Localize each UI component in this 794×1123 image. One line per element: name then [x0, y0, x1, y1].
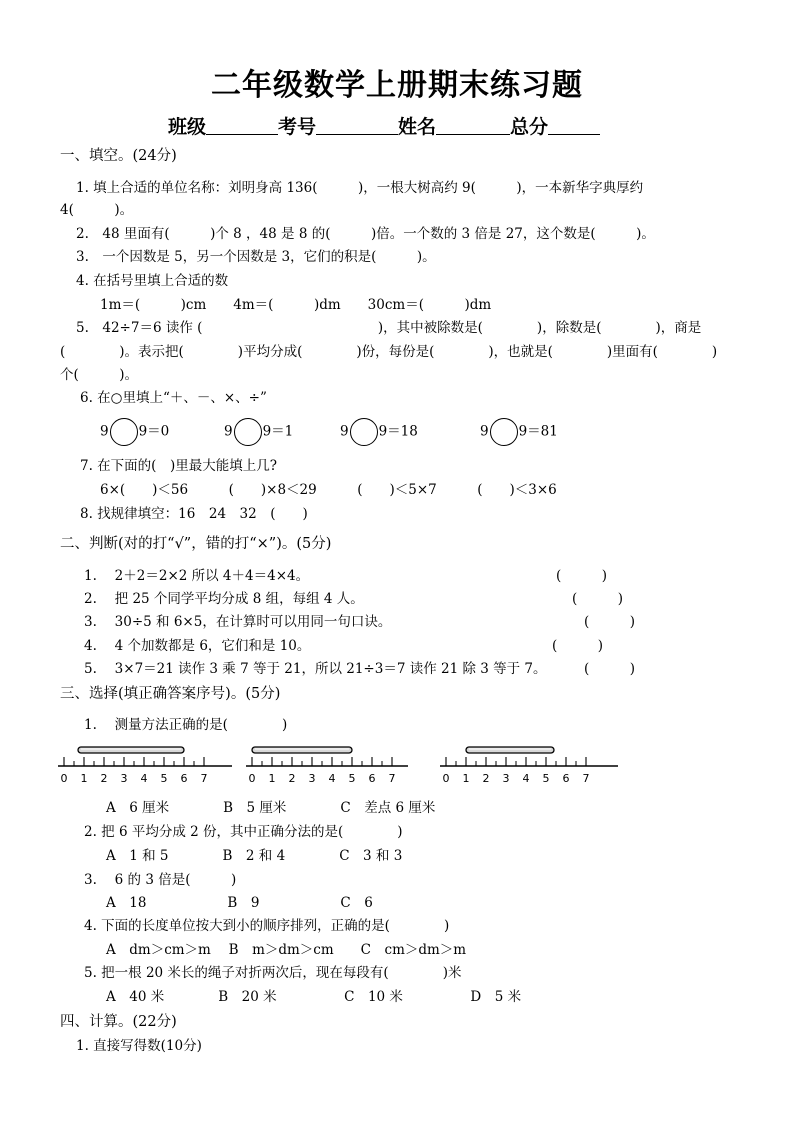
score-field[interactable] [548, 116, 600, 135]
s3-q1: 1. 测量方法正确的是( ) [84, 717, 288, 733]
s1-q5-line-3: 个( )。 [60, 367, 139, 383]
s2-answer-paren[interactable]: ( ) [584, 614, 636, 630]
s2-item-4: 4. 4 个加数都是 6，它们和是 10。 [84, 638, 311, 654]
op-item: 9 9＝0 [100, 418, 224, 446]
section-1-heading: 一、填空。(24分) [60, 148, 177, 164]
section-2-heading: 二、判断(对的打“√”，错的打“×”)。(5分) [60, 536, 332, 552]
s3-q2: 2. 把 6 平均分成 2 份，其中正确分法的是( ) [84, 824, 403, 840]
s2-item-2: 2. 把 25 个同学平均分成 8 组，每组 4 人。 [84, 591, 364, 607]
s3-q4-options: A dm＞cm＞m B m＞dm＞cm C cm＞dm＞m [106, 942, 467, 958]
class-field[interactable] [206, 116, 278, 135]
ruler-tick-label: 0 [60, 772, 68, 785]
s3-q3-options: A 18 B 9 C 6 [106, 895, 373, 911]
measured-rod [78, 747, 184, 753]
s1-q8: 8. 找规律填空：16 24 32 ( ) [80, 506, 308, 522]
ruler-tick-label: 0 [442, 772, 450, 785]
ruler-figures [56, 738, 626, 790]
ruler-tick-label: 2 [288, 772, 296, 785]
ruler-tick-label: 4 [522, 772, 530, 785]
s1-q3: 3. 一个因数是 5，另一个因数是 3，它们的积是( )。 [76, 249, 436, 265]
s1-q4: 4. 在括号里填上合适的数 [76, 273, 229, 289]
s1-q7: 7. 在下面的( )里最大能填上几? [80, 458, 277, 474]
ruler-tick-label: 6 [180, 772, 188, 785]
s3-q3: 3. 6 的 3 倍是( ) [84, 872, 237, 888]
s1-q1-line-2: 4( )。 [60, 202, 134, 218]
ruler-tick-label: 4 [328, 772, 336, 785]
ruler-tick-label: 1 [462, 772, 470, 785]
measured-rod [252, 747, 352, 753]
op-item: 9 9＝81 [480, 418, 558, 446]
s2-answer-paren[interactable]: ( ) [584, 661, 636, 677]
student-info-line [168, 112, 600, 139]
s3-q2-options: A 1 和 5 B 2 和 4 C 3 和 3 [106, 848, 403, 864]
s1-q1-line-1: 1. 填上合适的单位名称：刘明身高 136( )，一根大树高约 9( )，一本新华字典厚约 [76, 180, 644, 196]
ruler-tick-label: 5 [348, 772, 356, 785]
page-title: 二年级数学上册期末练习题 [211, 68, 583, 103]
measured-rod [466, 747, 554, 753]
class-label: 班级 [168, 116, 207, 138]
s4-q1: 1. 直接写得数(10分) [76, 1038, 202, 1054]
s2-item-1: 1. 2＋2＝2×2 所以 4＋4＝4×4。 [84, 568, 310, 584]
s3-q5-options: A 40 米 B 20 米 C 10 米 D 5 米 [106, 989, 522, 1005]
ruler-tick-label: 1 [80, 772, 88, 785]
ruler-tick-label: 7 [388, 772, 396, 785]
name-field[interactable] [436, 116, 510, 135]
ruler-tick-label: 3 [120, 772, 128, 785]
op-item: 9 9＝1 [224, 418, 340, 446]
ruler-tick-label: 6 [562, 772, 570, 785]
s2-answer-paren[interactable]: ( ) [552, 638, 604, 654]
operator-circle[interactable] [234, 418, 262, 446]
s1-q2: 2. 48 里面有( )个 8 ，48 是 8 的( )倍。一个数的 3 倍是 27，这个数是( )。 [76, 226, 655, 242]
ruler-tick-label: 6 [368, 772, 376, 785]
ruler-tick-label: 7 [200, 772, 208, 785]
s1-q4-blanks: 1m＝( )cm 4m＝( )dm 30cm＝( )dm [100, 297, 492, 313]
s1-q5-line-2: ( )。表示把( )平均分成( )份，每份是( )，也就是( )里面有( ) [60, 344, 718, 360]
name-label: 姓名 [398, 116, 437, 138]
operator-circle[interactable] [490, 418, 518, 446]
s1-q7-items: 6×( )＜56 ( )×8＜29 ( )＜5×7 ( )＜3×6 [100, 482, 557, 498]
op-item: 9 9＝18 [340, 418, 480, 446]
score-label: 总分 [510, 116, 549, 138]
ruler-tick-label: 4 [140, 772, 148, 785]
s1-q5-line-1: 5. 42÷7＝6 读作 ( )，其中被除数是( )，除数是( )，商是 [76, 320, 702, 336]
ruler-tick-label: 3 [502, 772, 510, 785]
exam-no-label: 考号 [278, 116, 317, 138]
operator-circle[interactable] [350, 418, 378, 446]
s2-item-5: 5. 3×7＝21 读作 3 乘 7 等于 21，所以 21÷3＝7 读作 21 除 3 等于 7。 [84, 661, 547, 677]
s1-q6-operations [100, 418, 558, 446]
s2-answer-paren[interactable]: ( ) [572, 591, 624, 607]
ruler-tick-label: 2 [100, 772, 108, 785]
exam-no-field[interactable] [316, 116, 398, 135]
ruler-tick-label: 5 [160, 772, 168, 785]
s2-item-3: 3. 30÷5 和 6×5，在计算时可以用同一句口诀。 [84, 614, 392, 630]
s2-answer-paren[interactable]: ( ) [556, 568, 608, 584]
ruler-tick-label: 3 [308, 772, 316, 785]
s3-q5: 5. 把一根 20 米长的绳子对折两次后，现在每段有( )米 [84, 965, 462, 981]
operator-circle[interactable] [110, 418, 138, 446]
s3-q1-options: A 6 厘米 B 5 厘米 C 差点 6 厘米 [106, 800, 436, 816]
s1-q6: 6. 在○里填上“＋、－、×、÷” [80, 390, 267, 406]
section-3-heading: 三、选择(填正确答案序号)。(5分) [60, 686, 281, 702]
ruler-tick-label: 1 [268, 772, 276, 785]
ruler-tick-label: 5 [542, 772, 550, 785]
ruler-tick-label: 0 [248, 772, 256, 785]
s3-q4: 4. 下面的长度单位按大到小的顺序排列，正确的是( ) [84, 918, 450, 934]
section-4-heading: 四、计算。(22分) [60, 1014, 177, 1030]
ruler-tick-label: 2 [482, 772, 490, 785]
ruler-tick-label: 7 [582, 772, 590, 785]
